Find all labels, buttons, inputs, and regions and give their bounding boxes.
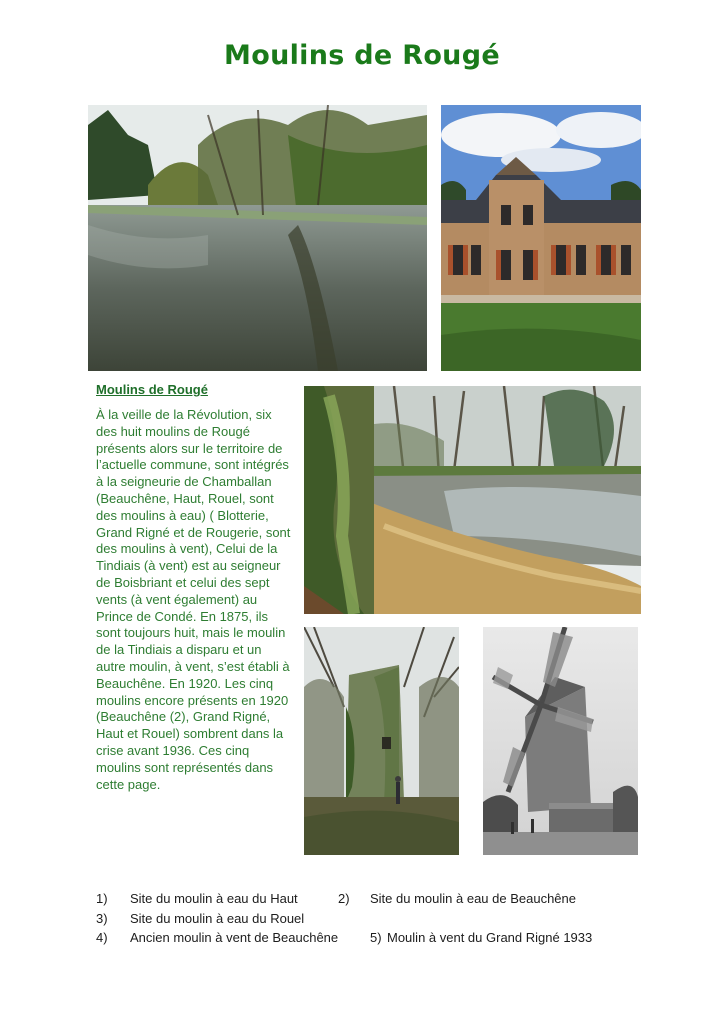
caption-4-text: Ancien moulin à vent de Beauchêne [130, 930, 339, 945]
photo-marsh-moulin-beauchene [304, 386, 641, 614]
caption-row [96, 911, 656, 931]
photo-captions [96, 891, 656, 950]
section-heading: Moulins de Rougé [96, 382, 208, 397]
photo-manor-beauchene [441, 105, 641, 371]
caption-3-text: Site du moulin à eau du Rouel [130, 910, 305, 926]
caption-2-text: Site du moulin à eau de Beauchêne [370, 891, 576, 906]
caption-4-number: 4) [96, 930, 108, 945]
photo-ruin-mill-tower [304, 627, 459, 855]
caption-2-number: 2) [338, 891, 350, 906]
caption-1-number: 1) [96, 891, 108, 906]
caption-1-text: Site du moulin à eau du Haut [130, 891, 298, 906]
section-body-text: À la veille de la Révolution, six des huit moulins de Rougé présents alors sur le territoire de l’actuelle commune, sont intégrés à la seigneurie de Chamballan (Beauchêne, Haut, Rouel, sont des moulins à eau) ( Blotterie, Grand Rigné et de Rougerie, sont des moulins à vent), Celui de la Tindiais (à vent) est au seigneur de Boisbriant et celui des sept vents (à vent également) au Prince de Condé. En 1875, ils sont toujours huit, mais le moulin de la Tindiais a disparu et un autre moulin, à vent, s’est établi à Beauchêne. En 1920. Les cinq moulins encore présents en 1920 (Beauchêne (2), Grand Rigné, Haut et Rouel) sombrent dans la crise avant 1936. Ces cinq moulins sont représentés dans cette page. [96, 407, 291, 792]
caption-3-number: 3) [96, 910, 108, 926]
photo-windmill-grand-rigne-1933 [483, 627, 638, 855]
page-title: Moulins de Rougé [224, 40, 500, 71]
caption-5-text: Moulin à vent du Grand Rigné 1933 [387, 930, 593, 945]
caption-5-number: 5) [370, 930, 382, 945]
caption-row [96, 930, 656, 950]
caption-row [96, 891, 656, 911]
photo-pond-moulin-du-haut [88, 105, 427, 371]
